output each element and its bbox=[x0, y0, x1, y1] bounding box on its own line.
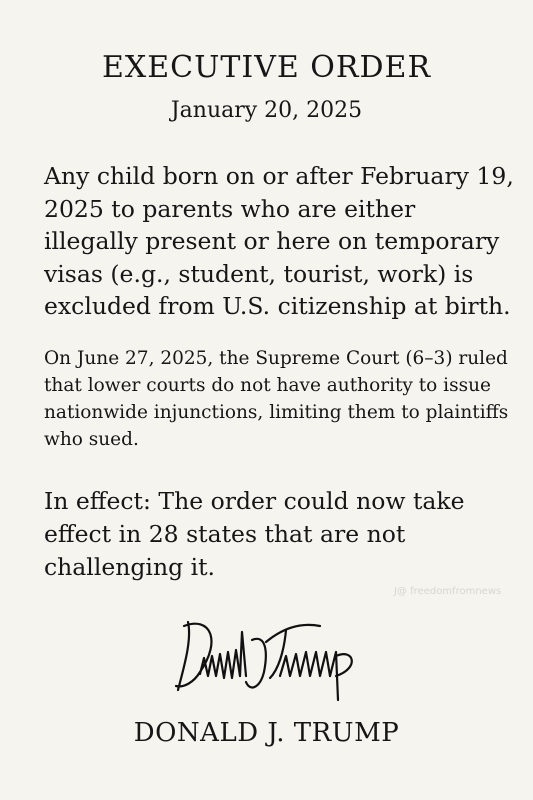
signer-name: DONALD J. TRUMP bbox=[133, 718, 400, 748]
document-date: January 20, 2025 bbox=[170, 98, 363, 123]
order-summary-paragraph: Any child born on or after February 19, 2025 to parents who are either illegally present or here on temporary visas (e.g., student, tourist, work) is excluded from U.S. citizenship at birth. bbox=[44, 162, 514, 320]
court-ruling-paragraph: On June 27, 2025, the Supreme Court (6–3) ruled that lower courts do not have authority to issue nationwide injunctions, limiting them to plaintiffs who sued. bbox=[44, 348, 509, 450]
document-title: EXECUTIVE ORDER bbox=[101, 50, 432, 85]
signature-image bbox=[170, 612, 380, 707]
watermark: J@ freedomfromnews bbox=[394, 586, 502, 597]
effect-paragraph: In effect: The order could now take effect in 28 states that are not challenging it. bbox=[44, 487, 465, 581]
